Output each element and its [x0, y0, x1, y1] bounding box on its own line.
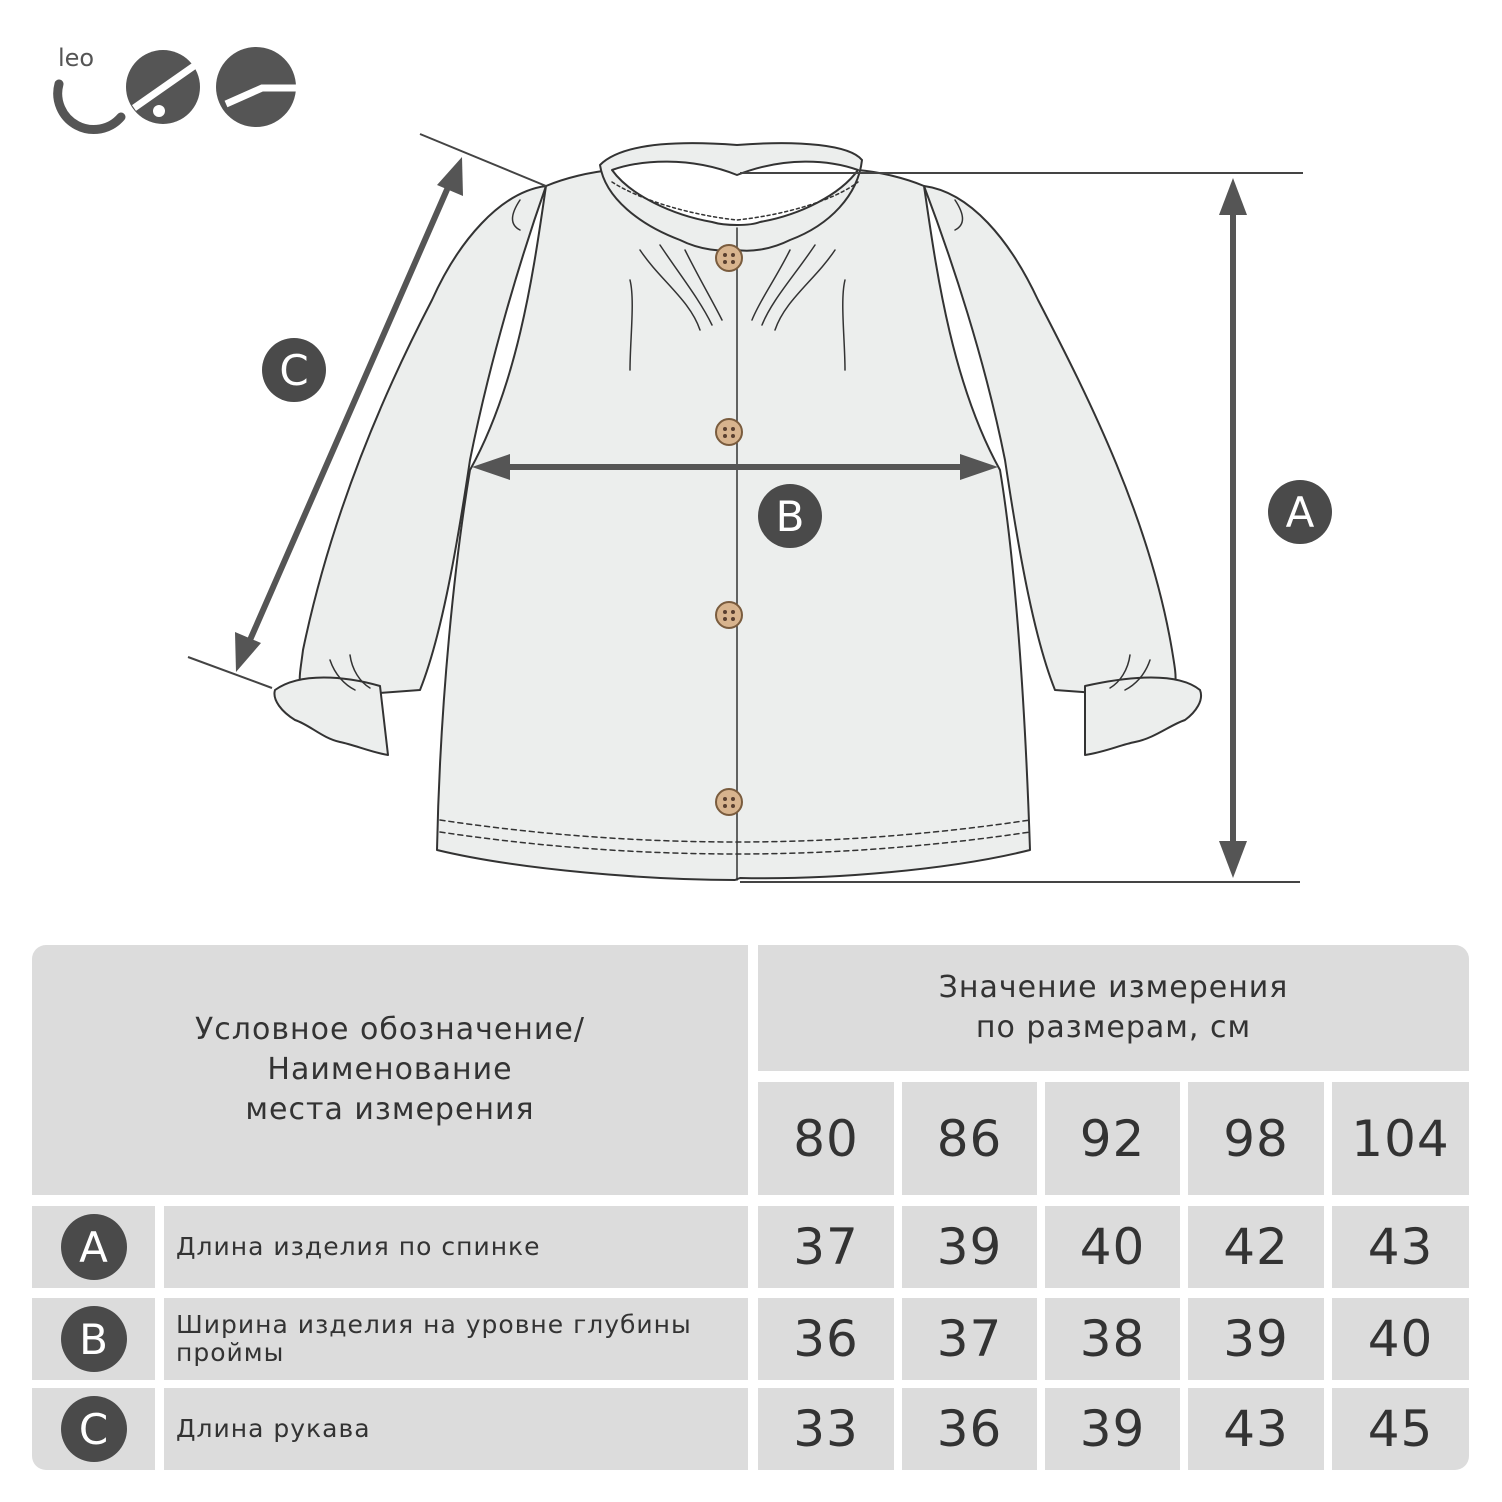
- row-a-badge: A: [61, 1214, 127, 1280]
- row-c-value: 33: [758, 1388, 894, 1470]
- header-left-line: Условное обозначение/: [195, 1012, 585, 1047]
- row-a-value: 39: [902, 1206, 1037, 1288]
- row-c-badge: C: [61, 1396, 127, 1462]
- header-left-line: места измерения: [245, 1092, 535, 1127]
- header-left-line: Наименование: [267, 1052, 513, 1087]
- table-header-left: [32, 945, 748, 1195]
- row-b-value: 39: [1188, 1298, 1324, 1380]
- row-b-name: Ширина изделия на уровне глубины проймы: [164, 1298, 748, 1380]
- header-right-line: по размерам, см: [975, 1010, 1252, 1045]
- row-a-value: 37: [758, 1206, 894, 1288]
- brand-small-text: leo: [58, 44, 95, 72]
- row-a-letter-cell: [32, 1206, 155, 1288]
- row-c-letter-cell: [32, 1388, 155, 1470]
- row-b-letter-cell: [32, 1298, 155, 1380]
- row-b-value: 38: [1045, 1298, 1180, 1380]
- badge-c: C: [262, 338, 326, 402]
- table-header-right: [758, 945, 1469, 1071]
- row-a-value: 43: [1332, 1206, 1469, 1288]
- row-a-value: 42: [1188, 1206, 1324, 1288]
- row-b-badge: B: [61, 1306, 127, 1372]
- row-a-value: 40: [1045, 1206, 1180, 1288]
- row-c-value: 39: [1045, 1388, 1180, 1470]
- row-b-value: 36: [758, 1298, 894, 1380]
- row-a-name: Длина изделия по спинке: [164, 1206, 748, 1288]
- size-header: 80: [758, 1082, 894, 1195]
- size-header: 86: [902, 1082, 1037, 1195]
- row-b-value: 37: [902, 1298, 1037, 1380]
- row-c-name: Длина рукава: [164, 1388, 748, 1470]
- row-c-value: 43: [1188, 1388, 1324, 1470]
- size-header: 98: [1188, 1082, 1324, 1195]
- header-right-line: Значение измерения: [938, 970, 1289, 1005]
- badge-b: B: [758, 484, 822, 548]
- row-b-value: 40: [1332, 1298, 1469, 1380]
- size-header: 92: [1045, 1082, 1180, 1195]
- row-c-value: 36: [902, 1388, 1037, 1470]
- row-c-value: 45: [1332, 1388, 1469, 1470]
- size-header: 104: [1332, 1082, 1469, 1195]
- badge-a: A: [1268, 480, 1332, 544]
